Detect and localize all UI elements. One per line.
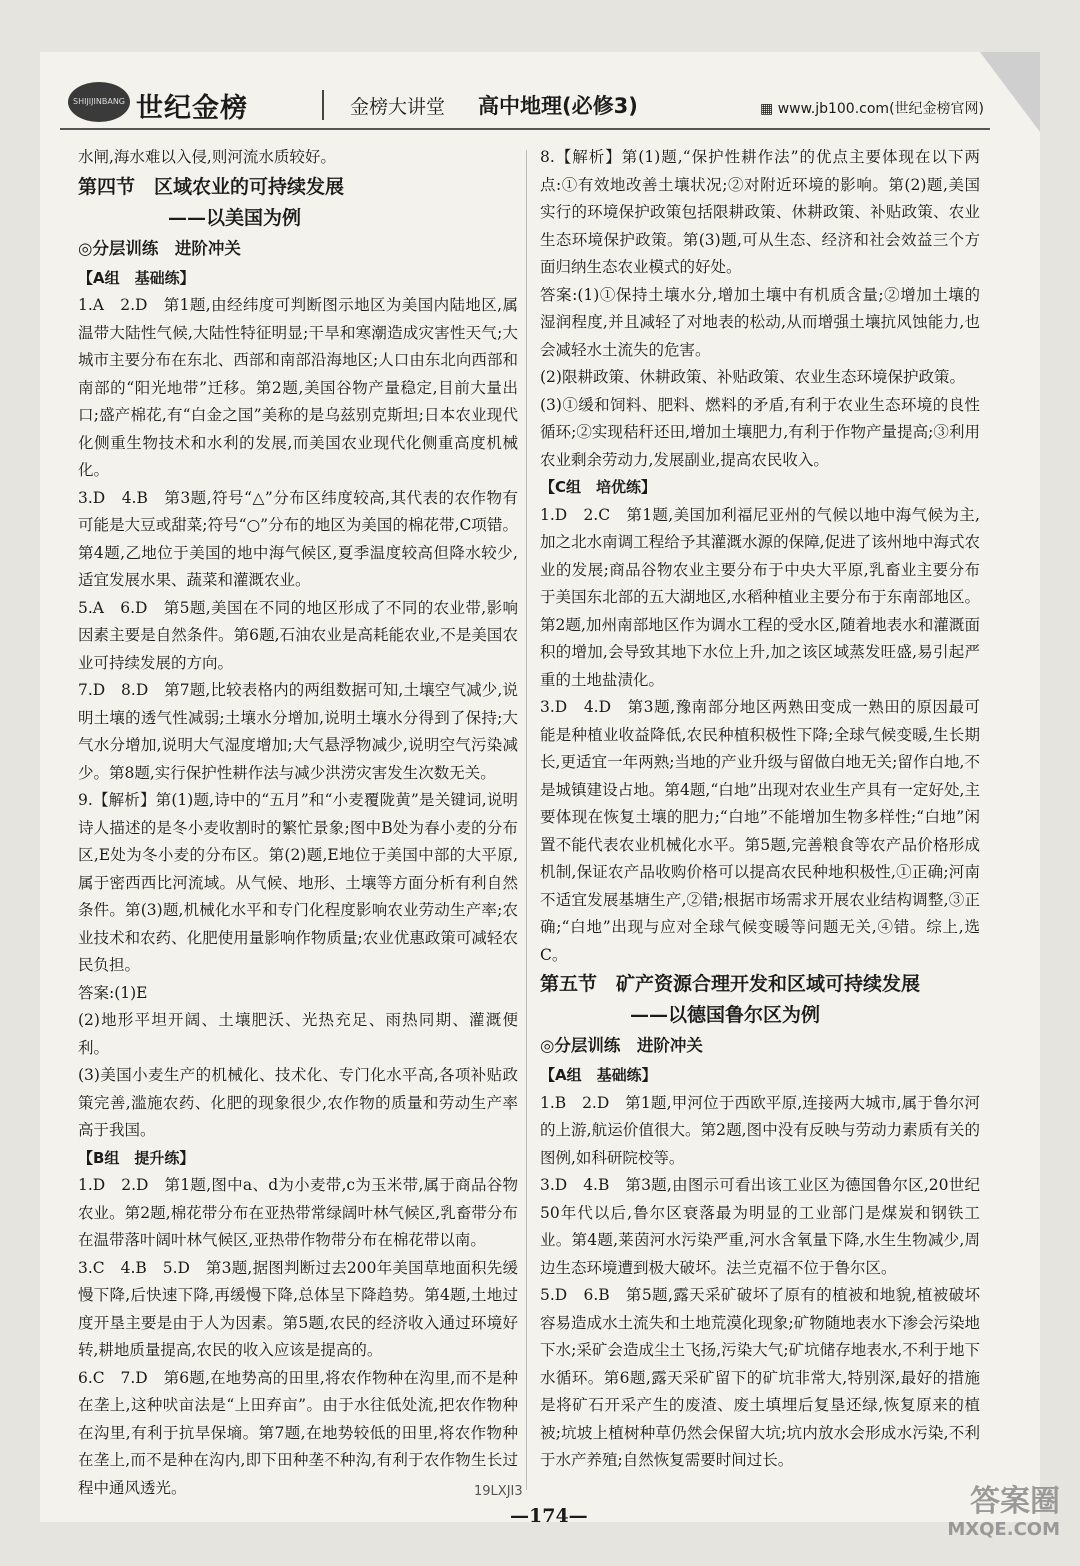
answer-q5: 5.A 6.D 第5题,美国在不同的地区形成了不同的农业带,影响因素主要是自然条件。第6题,石油农业是高耗能农业,不是美国农业可持续发展的方向。	[78, 598, 518, 672]
answer-q3: 3.D 4.B 第3题,符号“△”分布区纬度较高,其代表的农作物有可能是大豆或甜菜;符号“○”分布的地区为美国的棉花带,C项错。第4题,乙地位于美国的地中海气候区,夏季温度较高但降水较少,适宜发展水果、蔬菜和灌溉农业。	[78, 488, 518, 589]
website: ▦ www.jb100.com(世纪金榜官网)	[760, 101, 984, 117]
watermark	[947, 1484, 1060, 1544]
group-b-heading: 【B组 提升练】	[78, 1148, 195, 1167]
sub-heading: ◎分层训练 进阶冲关	[540, 1036, 703, 1055]
answer-q8-part2: (2)限耕政策、休耕政策、补贴政策、农业生态环境保护政策。	[540, 368, 965, 386]
answer-r5: 5.D 6.B 第5题,露天采矿破坏了原有的植被和地貌,植被破坏容易造成水土流失和土地荒漠化现象;矿物随地表水下渗会污染地下水;采矿会造成尘土飞扬,污染大气;矿坑储存地表水,不利于地下水循环。第6题,露天采矿留下的矿坑非常大,特别深,最好的措施是将矿石开采产生的废渣、废土填埋后复垦还绿,恢复原来的植被;坑坡上植树种草仍然会保留大坑;坑内放水会形成水污染,不利于水产养殖;自然恢复需要时间过长。	[540, 1286, 980, 1469]
sub-heading: ◎分层训练 进阶冲关	[78, 238, 241, 258]
answer-q8: 8.【解析】第(1)题,“保护性耕作法”的优点主要体现在以下两点:①有效地改善土壤状况;②对附近环境的影响。第(2)题,美国实行的环境保护政策包括限耕政策、休耕政策、补贴政策、农业生态环境保护政策。第(3)题,可从生态、经济和社会效益三个方面归纳生态农业模式的好处。	[540, 148, 980, 276]
group-a-heading: 【A组 基础练】	[78, 268, 195, 287]
paragraph: 水闸,海水难以入侵,则河流水质较好。	[78, 148, 336, 166]
section-4-subtitle: ——以美国为例	[168, 206, 302, 229]
header-divider	[322, 90, 324, 120]
answer-label: 答案:(1)E	[78, 983, 148, 1002]
answer-r3: 3.D 4.B 第3题,由图示可看出该工业区为德国鲁尔区,20世纪50年代以后,鲁尔区衰落最为明显的工业部门是煤炭和钢铁工业。第4题,莱茵河水污染严重,河水含氧量下降,水生生物减少,周边生态环境遭到极大破坏。法兰克福不位于鲁尔区。	[540, 1176, 980, 1277]
answer-q1: 1.A 2.D 第1题,由经纬度可判断图示地区为美国内陆地区,属温带大陆性气候,大陆性特征明显;干旱和寒潮造成灾害性天气;大城市主要分布在东北、西部和南部沿海地区;人口由东北向西部和南部的“阳光地带”迁移。第2题,美国谷物产量稳定,目前大量出口;盛产棉花,有“白金之国”美称的是乌兹别克斯坦;日本农业现代化侧重生物技术和水利的发展,而美国农业现代化侧重高度机械化。	[78, 296, 518, 479]
watermark-line1: 答案圈	[970, 1484, 1060, 1519]
answer-b1: 1.D 2.D 第1题,图中a、d为小麦带,c为玉米带,属于商品谷物农业。第2题,棉花带分布在亚热带常绿阔叶林气候区,乳畜带分布在温带落叶阔叶林气候区,亚热带作物带分布在棉花带以南。	[78, 1176, 518, 1249]
answer-q8-part3: (3)①缓和饲料、肥料、燃料的矛盾,有利于农业生态环境的良性循环;②实现秸秆还田,增加土壤肥力,有利于作物产量提高;③利用农业剩余劳动力,发展副业,提高农民收入。	[540, 395, 980, 469]
answer-q8-part1: 答案:(1)①保持土壤水分,增加土壤中有机质含量;②增加土壤的湿润程度,并且减轻了对地表的松动,从而增强土壤抗风蚀能力,也会减轻水土流失的危害。	[540, 285, 980, 359]
answer-b6: 6.C 7.D 第6题,在地势高的田里,将农作物种在沟里,而不是种在垄上,这种吠亩法是“上田弃亩”。由于水往低处流,把农作物种在沟里,有利于抗旱保墒。第7题,在地势较低的田里,将农作物种在垄上,而不是种在沟内,即下田种垄不种沟,有利于农作物生长过程中通风透光。	[78, 1368, 518, 1497]
group-a-heading: 【A组 基础练】	[540, 1066, 657, 1084]
answer-part2: (2)地形平坦开阔、土壤肥沃、光热充足、雨热同期、灌溉便利。	[78, 1011, 518, 1057]
right-column	[540, 144, 980, 1475]
answer-c3: 3.D 4.D 第3题,豫南部分地区两熟田变成一熟田的原因最可能是种植业收益降低,农民种植积极性下降;全球气候变暖,生长期长,更适宜一年两熟;当地的产业升级与留做白地无关;留作白地,不是城镇建设占地。第4题,“白地”出现对农业生产具有一定好处,主要体现在恢复土壤的肥力;“白地”不能增加生物多样性;“白地”闲置不能代表农业机械化水平。第5题,完善粮食等农产品价格形成机制,保证农产品收购价格可以提高农民种地积极性,①正确;河南不适宜发展基塘生产,②错;根据市场需求开展农业结构调整,③正确;“白地”出现与应对全球气候变暖等问题无关,④错。综上,选C。	[540, 698, 980, 964]
page-number: —174—	[510, 1505, 588, 1527]
answer-c1: 1.D 2.C 第1题,美国加利福尼亚州的气候以地中海气候为主,加之北水南调工程给予其灌溉水源的保障,促进了该州地中海式农业的发展;商品谷物农业主要分布于中央大平原,乳畜业主要分布于美国东北部的五大湖地区,水稻种植业主要分布于东南部地区。第2题,加州南部地区作为调水工程的受水区,随着地表水和灌溉面积的增加,会导致其地下水位上升,加之该区域蒸发旺盛,易引起严重的土地盐渍化。	[540, 505, 980, 689]
watermark-line2: MXQE.COM	[947, 1519, 1060, 1540]
group-c-heading: 【C组 培优练】	[540, 478, 657, 496]
logo-text: SHIJIJINBANG	[72, 97, 126, 106]
brand-logo-icon	[68, 82, 130, 122]
column-divider	[526, 150, 527, 1490]
answer-part3: (3)美国小麦生产的机械化、技术化、专门化水平高,各项补贴政策完善,滥施农药、化肥的现象很少,农作物的质量和劳动生产率高于我国。	[78, 1066, 518, 1139]
section-5-subtitle: ——以德国鲁尔区为例	[630, 1004, 821, 1026]
website-text: www.jb100.com(世纪金榜官网)	[777, 101, 984, 117]
section-4-title: 第四节 区域农业的可持续发展	[78, 175, 345, 198]
print-code: 19LXJI3	[474, 1484, 523, 1499]
section-5-title: 第五节 矿产资源合理开发和区域可持续发展	[540, 973, 921, 995]
answer-r1: 1.B 2.D 第1题,甲河位于西欧平原,连接两大城市,属于鲁尔河的上游,航运价值很大。第2题,图中没有反映与劳动力素质有关的图例,如科研院校等。	[540, 1093, 980, 1167]
brand-name: 世纪金榜	[136, 93, 248, 124]
answer-q7: 7.D 8.D 第7题,比较表格内的两组数据可知,土壤空气减少,说明土壤的透气性减弱;土壤水分增加,说明土壤水分得到了保持;大气水分增加,说明大气湿度增加;大气悬浮物减少,说明空气污染减少。第8题,实行保护性耕作法与减少洪涝灾害发生次数无关。	[78, 681, 518, 782]
answer-b3: 3.C 4.B 5.D 第3题,据图判断过去200年美国草地面积先缓慢下降,后快速下降,再缓慢下降,总体呈下降趋势。第4题,土地过度开垦主要是由于人为因素。第5题,农民的经济收入通过环境好转,耕地质量提高,农民的收入应该是提高的。	[78, 1258, 518, 1359]
answer-q9: 9.【解析】第(1)题,诗中的“五月”和“小麦覆陇黄”是关键词,说明诗人描述的是冬小麦收割时的繁忙景象;图中B处为春小麦的分布区,E处为冬小麦的分布区。第(2)题,E地位于美国中部的大平原,属于密西西比河流域。从气候、地形、土壤等方面分析有利自然条件。第(3)题,机械化水平和专门化程度影响农业劳动生产率;农业技术和农药、化肥使用量影响作物质量;农业优惠政策可减轻农民负担。	[78, 791, 518, 974]
series-name: 金榜大讲堂	[350, 96, 446, 118]
left-column	[78, 144, 518, 1502]
page-header	[60, 84, 990, 130]
book-title: 高中地理(必修3)	[478, 94, 638, 118]
